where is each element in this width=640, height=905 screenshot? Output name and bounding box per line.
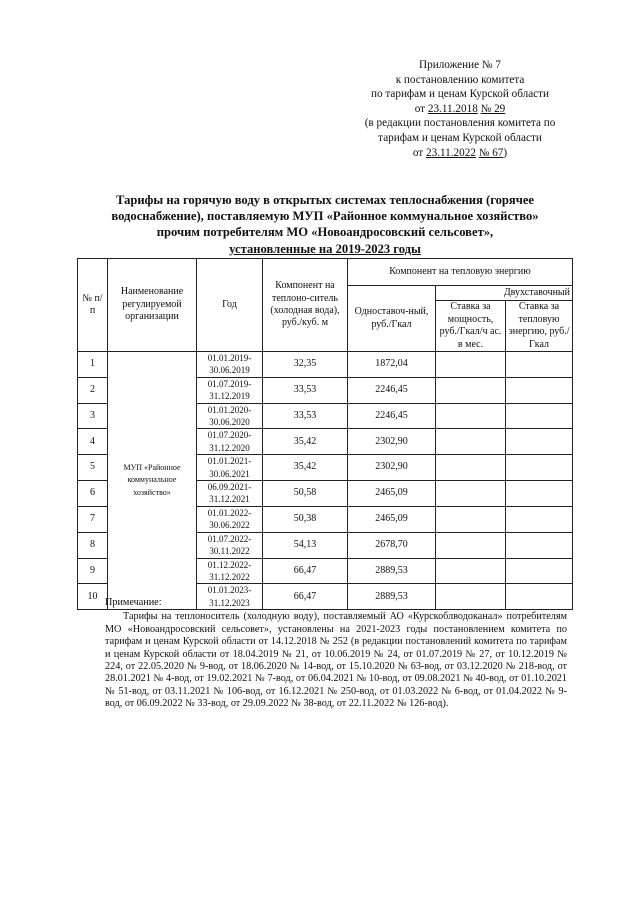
appendix-line bbox=[330, 146, 590, 161]
energy-rate-cell bbox=[506, 429, 573, 455]
appendix-date-prefix: от bbox=[412, 146, 424, 159]
appendix-line: (в редакции постановления комитета по bbox=[364, 117, 556, 130]
period-cell: 01.12.2022-31.12.2022 bbox=[197, 558, 263, 584]
capacity-rate-cell bbox=[436, 377, 506, 403]
appendix-header bbox=[330, 58, 590, 160]
appendix-date: 23.11.2018 bbox=[427, 102, 478, 115]
table-row bbox=[78, 352, 573, 378]
capacity-rate-cell bbox=[436, 429, 506, 455]
note-text: Тарифы на теплоноситель (холодную воду), поставляемый АО «Курскоблводоканал» потребителям МО «Новоандросовский сельсовет», установлены на 2021-2023 годы постановлением комитета по тарифам и ценам Курской области от 14.12.2018 № 252 (в редакции постановлений комитета по тарифам и ценам Курской области от 18.04.2019 № 21, от 10.06.2019 № 24, от 01.07.2019 № 27, от 10.12.2019 № 224, от 22.05.2020 № 9-вод, от 18.06.2020 № 14-вод, от 15.10.2020 № 63-вод, от 03.12.2020 № 218-вод, от 28.01.2021 № 4-вод, от 19.02.2021 № 7-вод, от 06.04.2021 № 10-вод, от 09.08.2021 № 40-вод, от 01.10.2021 № 51-вод, от 03.11.2021 № 106-вод, от 16.12.2021 № 250-вод, от 01.03.2022 № 6-вод, от 01.04.2022 № 9-вод, от 06.09.2022 № 33-вод, от 29.09.2022 № 38-вод, от 22.11.2022 № 126-вод). bbox=[105, 611, 567, 710]
capacity-rate-cell bbox=[436, 352, 506, 378]
header-org: Наименование регулируемой организации bbox=[108, 259, 197, 352]
row-number: 10 bbox=[78, 584, 108, 610]
row-number: 3 bbox=[78, 403, 108, 429]
capacity-rate-cell bbox=[436, 506, 506, 532]
appendix-line bbox=[330, 102, 590, 117]
appendix-number: № 29 bbox=[480, 102, 506, 115]
row-number: 8 bbox=[78, 532, 108, 558]
period-cell: 01.07.2020-31.12.2020 bbox=[197, 429, 263, 455]
capacity-rate-cell bbox=[436, 403, 506, 429]
row-number: 7 bbox=[78, 506, 108, 532]
document-title bbox=[90, 192, 560, 257]
appendix-line: к постановлению комитета bbox=[395, 73, 525, 86]
carrier-cell: 35,42 bbox=[263, 455, 348, 481]
capacity-rate-cell bbox=[436, 532, 506, 558]
appendix-date-prefix: от bbox=[414, 102, 426, 115]
single-rate-cell: 2465,09 bbox=[348, 481, 436, 507]
appendix-date: 23.11.2022 bbox=[426, 146, 476, 159]
energy-rate-cell bbox=[506, 481, 573, 507]
carrier-cell: 54,13 bbox=[263, 532, 348, 558]
carrier-cell: 35,42 bbox=[263, 429, 348, 455]
note-heading: Примечание: bbox=[105, 597, 162, 608]
period-cell: 01.01.2019-30.06.2019 bbox=[197, 352, 263, 378]
appendix-number: № 67 bbox=[478, 146, 504, 159]
energy-rate-cell bbox=[506, 506, 573, 532]
title-last-line: установленные на 2019-2023 годы bbox=[229, 241, 421, 256]
energy-rate-cell bbox=[506, 558, 573, 584]
single-rate-cell: 2302,90 bbox=[348, 429, 436, 455]
row-number: 2 bbox=[78, 377, 108, 403]
appendix-line: тарифам и ценам Курской области bbox=[378, 131, 542, 144]
carrier-cell: 50,38 bbox=[263, 506, 348, 532]
single-rate-cell: 2246,45 bbox=[348, 377, 436, 403]
header-carrier: Компонент на теплоно-ситель (холодная вода), руб./куб. м bbox=[263, 259, 348, 352]
carrier-cell: 33,53 bbox=[263, 377, 348, 403]
header-year: Год bbox=[197, 259, 263, 352]
capacity-rate-cell bbox=[436, 558, 506, 584]
capacity-rate-cell bbox=[436, 455, 506, 481]
single-rate-cell: 2465,09 bbox=[348, 506, 436, 532]
row-number: 1 bbox=[78, 352, 108, 378]
header-energy-rate: Ставка за тепловую энергию, руб./Гкал bbox=[506, 301, 573, 352]
single-rate-cell: 1872,04 bbox=[348, 352, 436, 378]
period-cell: 01.07.2022-30.11.2022 bbox=[197, 532, 263, 558]
header-num: № п/п bbox=[78, 259, 108, 352]
row-number: 9 bbox=[78, 558, 108, 584]
carrier-cell: 66,47 bbox=[263, 584, 348, 610]
note-section bbox=[105, 597, 567, 711]
energy-rate-cell bbox=[506, 352, 573, 378]
organization-cell: МУП «Районное коммунальное хозяйство» bbox=[108, 352, 197, 610]
row-number: 6 bbox=[78, 481, 108, 507]
capacity-rate-cell bbox=[436, 481, 506, 507]
period-cell: 01.01.2023-31.12.2023 bbox=[197, 584, 263, 610]
appendix-line: Приложение № 7 bbox=[419, 59, 501, 71]
header-capacity: Ставка за мощность, руб./Гкал/ч ас. в мес. bbox=[436, 301, 506, 352]
single-rate-cell: 2889,53 bbox=[348, 558, 436, 584]
single-rate-cell: 2246,45 bbox=[348, 403, 436, 429]
row-number: 4 bbox=[78, 429, 108, 455]
single-rate-cell: 2678,70 bbox=[348, 532, 436, 558]
period-cell: 01.01.2022-30.06.2022 bbox=[197, 506, 263, 532]
title-main: Тарифы на горячую воду в открытых системах теплоснабжения (горячее водоснабжение), поставляемую МУП «Районное коммунальное хозяйство» прочим потребителям МО «Новоандросовский сельсовет», bbox=[111, 193, 539, 240]
header-energy: Компонент на тепловую энергию bbox=[348, 259, 573, 286]
period-cell: 01.07.2019-31.12.2019 bbox=[197, 377, 263, 403]
appendix-close-paren: ) bbox=[503, 146, 508, 159]
period-cell: 01.01.2020-30.06.2020 bbox=[197, 403, 263, 429]
carrier-cell: 66,47 bbox=[263, 558, 348, 584]
period-cell: 01.01.2021-30.06.2021 bbox=[197, 455, 263, 481]
period-cell: 06.09.2021-31.12.2021 bbox=[197, 481, 263, 507]
header-double: Двухставочный bbox=[436, 286, 573, 301]
tariff-table bbox=[77, 258, 573, 610]
single-rate-cell: 2302,90 bbox=[348, 455, 436, 481]
row-number: 5 bbox=[78, 455, 108, 481]
carrier-cell: 50,58 bbox=[263, 481, 348, 507]
single-rate-cell: 2889,53 bbox=[348, 584, 436, 610]
energy-rate-cell bbox=[506, 455, 573, 481]
energy-rate-cell bbox=[506, 377, 573, 403]
carrier-cell: 33,53 bbox=[263, 403, 348, 429]
energy-rate-cell bbox=[506, 532, 573, 558]
header-single: Одноставоч-ный, руб./Гкал bbox=[348, 286, 436, 352]
carrier-cell: 32,35 bbox=[263, 352, 348, 378]
appendix-line: по тарифам и ценам Курской области bbox=[370, 88, 550, 101]
energy-rate-cell bbox=[506, 403, 573, 429]
